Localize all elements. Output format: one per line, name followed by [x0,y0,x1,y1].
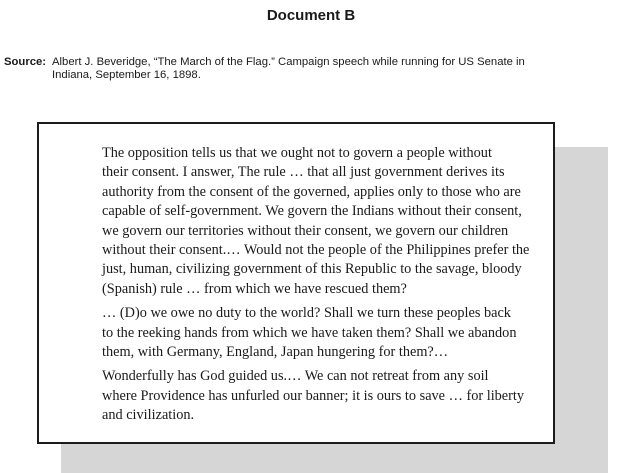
source-label: Source: [4,56,47,68]
quote-box [37,122,555,444]
quote-paragraph [78,144,539,299]
quote-line: without their consent.… Would not the people of the Philippines prefer the [102,242,530,259]
quote-paragraph [78,304,539,362]
quote-text [78,144,539,426]
quote-line: and civilization. [102,407,195,424]
quote-line: authority from the consent of the governed, applies only to those who are [102,183,521,200]
quote-line: Wonderfully has God guided us.… We can not retreat from any soil [102,368,489,385]
quote-line: where Providence has unfurled our banner; it is ours to save … for liberty [102,387,525,404]
quote-line: their consent. I answer, The rule … that all just government derives its [102,164,505,181]
quote-line: (Spanish) rule … from which we have rescued them? [102,280,407,297]
source-citation [4,56,604,82]
quote-line: capable of self-government. We govern the Indians without their consent, [102,203,522,220]
document-title: Document B [266,7,356,24]
source-line: Indiana, September 16, 1898. [52,69,201,81]
source-line: Albert J. Beveridge, “The March of the Flag.” Campaign speech while running for US Senate in [52,56,525,68]
quote-line: … (D)o we owe no duty to the world? Shall we turn these peoples back [102,305,511,322]
source-text [52,56,604,82]
quote-line: just, human, civilizing government of this Republic to the savage, bloody [102,261,522,278]
quote-line: The opposition tells us that we ought not to govern a people without [102,145,492,161]
quote-line: to the reeking hands from which we have taken them? Shall we abandon [102,324,517,341]
quote-line: them, with Germany, England, Japan hungering for them?… [102,344,449,361]
quote-line: we govern our territories without their consent, we govern our children [102,222,509,239]
quote-paragraph [78,367,539,425]
